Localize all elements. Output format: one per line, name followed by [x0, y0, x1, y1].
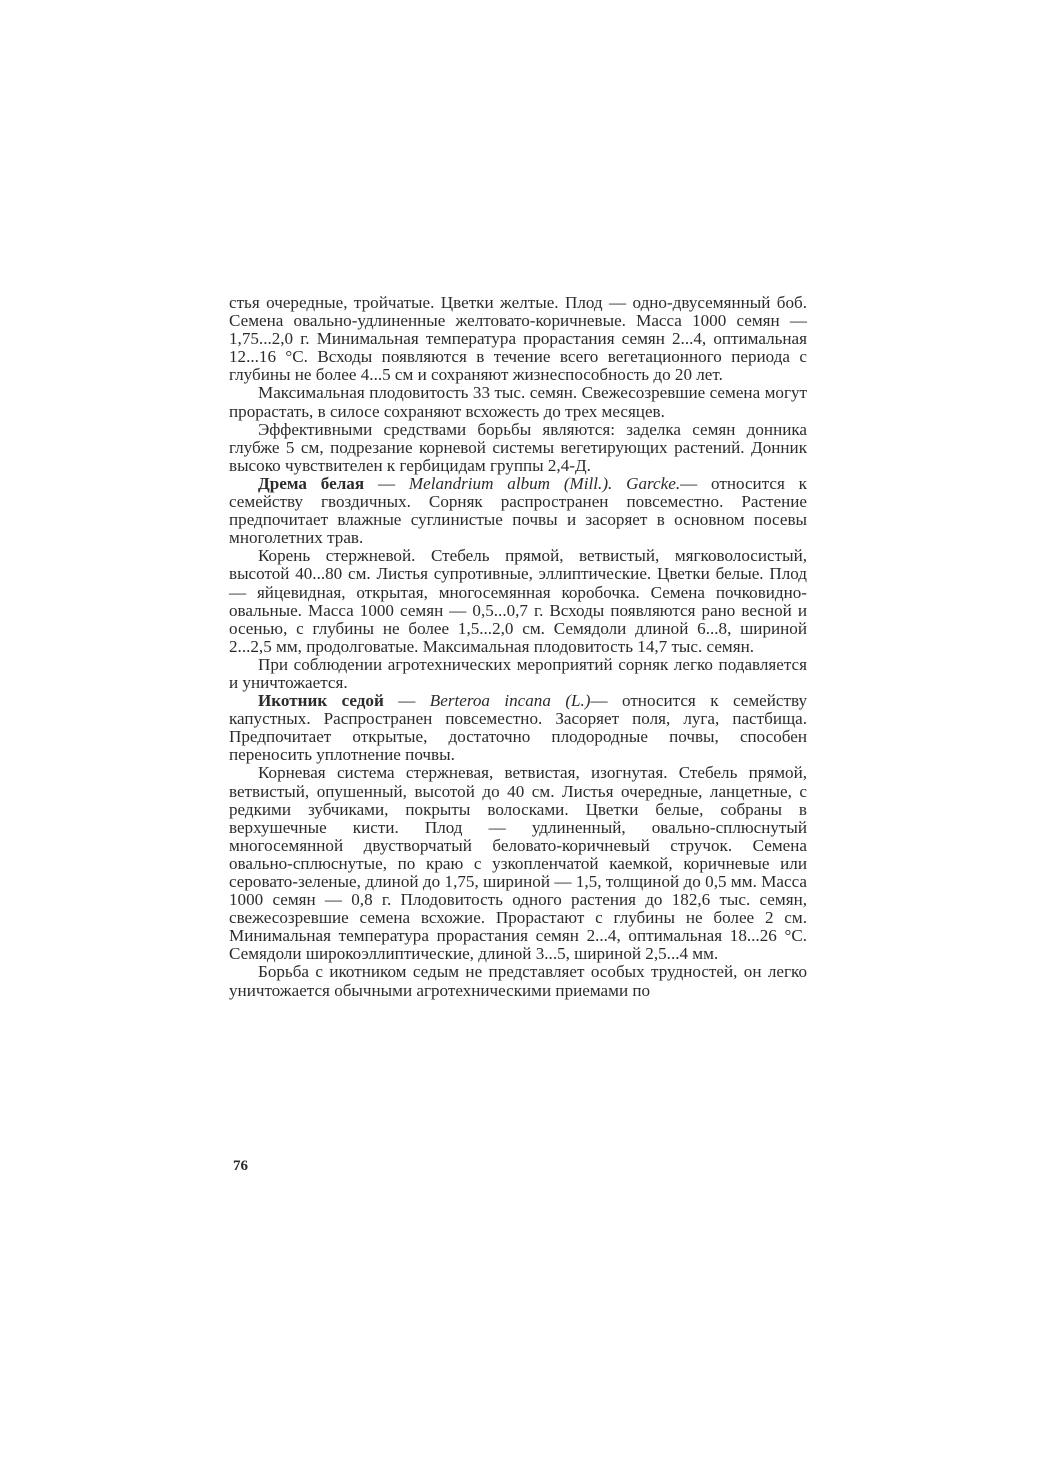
paragraph-drema-intro-text: — относится к семейству гвоздичных. Сорняк распространен повсеместно. Растение предпочитает влажные суглинистые почвы и засоряет в основном посевы многолетних трав. — [229, 473, 807, 548]
paragraph-ikotnik-intro-text: — относится к семейству капустных. Распространен повсеместно. Засоряет поля, луга, пастбища. Предпочитает открытые, достаточно плодородные почвы, способен переносить уплотнение почвы. — [229, 691, 807, 765]
page-number: 76 — [233, 1158, 248, 1174]
latin-name-ikotnik: Berteroa incana (L.) — [429, 691, 591, 711]
paragraph-drema-intro — [229, 475, 807, 547]
paragraph-drema-control: При соблюдении агротехнических мероприятий сорняк легко подавляется и уничтожается. — [229, 654, 807, 692]
paragraph-ikotnik-intro — [229, 692, 807, 764]
term-ikotnik: Икотник седой — [258, 691, 384, 711]
paragraph-ikotnik-morphology: Корневая система стержневая, ветвистая, изогнутая. Стебель прямой, ветвистый, опушенный, высотой до 40 см. Листья очередные, ланцетные, с редкими зубчиками, покрыты волосками. Цветки белые, собраны в верхушечные кисти. Плод — удлиненный, овально-сплюснутый многосемянной двустворчатый беловато-коричневый стручок. Семена овально-сплюснутые, по краю с узкопленчатой каемкой, коричневые или серовато-зеленые, длиной до 1,75, шириной — 1,5, толщиной до 0,5 мм. Масса 1000 семян — 0,8 г. Плодовитость одного растения до 182,6 тыс. семян, свежесозревшие семена всхожие. Прорастают с глубины не более 2 см. Минимальная температура прорастания семян 2...4, оптимальная 18...26 °С. Семядоли широкоэллиптические, длиной 3...5, шириной 2,5...4 мм. — [229, 763, 807, 964]
page-body-text — [229, 294, 807, 1000]
term-separator: — — [364, 473, 409, 493]
paragraph-donnik-control: Эффективными средствами борьбы являются: заделка семян донника глубже 5 см, подрезание корневой системы вегетирующих растений. Донник высоко чувствителен к гербицидам группы 2,4-Д. — [229, 419, 807, 475]
paragraph-ikotnik-control: Борьба с икотником седым не представляет особых трудностей, он легко уничтожается обычными агротехническими приемами по — [229, 962, 807, 1000]
term-separator: — — [383, 691, 430, 711]
paragraph-drema-morphology: Корень стержневой. Стебель прямой, ветвистый, мягковолосистый, высотой 40...80 см. Листья супротивные, эллиптические. Цветки белые. Плод — яйцевидная, открытая, многосемянная коробочка. Семена почковидно-овальные. Масса 1000 семян — 0,5...0,7 г. Всходы появляются рано весной и осенью, с глубины не более 1,5...2,0 см. Семядоли длиной 6...8, шириной 2...2,5 мм, продолговатые. Максимальная плодовитость 14,7 тыс. семян. — [229, 546, 807, 656]
paragraph-donnik-description: стья очередные, тройчатые. Цветки желтые. Плод — одно-двусемянный боб. Семена овально-удлиненные желтовато-коричневые. Масса 1000 семян — 1,75...2,0 г. Минимальная температура прорастания семян 2...4, оптимальная 12...16 °С. Всходы появляются в течение всего вегетационного периода с глубины не более 4...5 см и сохраняют жизнеспособность до 20 лет. — [229, 293, 807, 385]
paragraph-donnik-fertility: Максимальная плодовитость 33 тыс. семян. Свежесозревшие семена могут прорастать, в силосе сохраняют всхожесть до трех месяцев. — [229, 383, 807, 421]
term-drema: Дрема белая — [258, 473, 365, 493]
latin-name-drema: Melandrium album (Mill.). Garcke. — [408, 473, 681, 493]
